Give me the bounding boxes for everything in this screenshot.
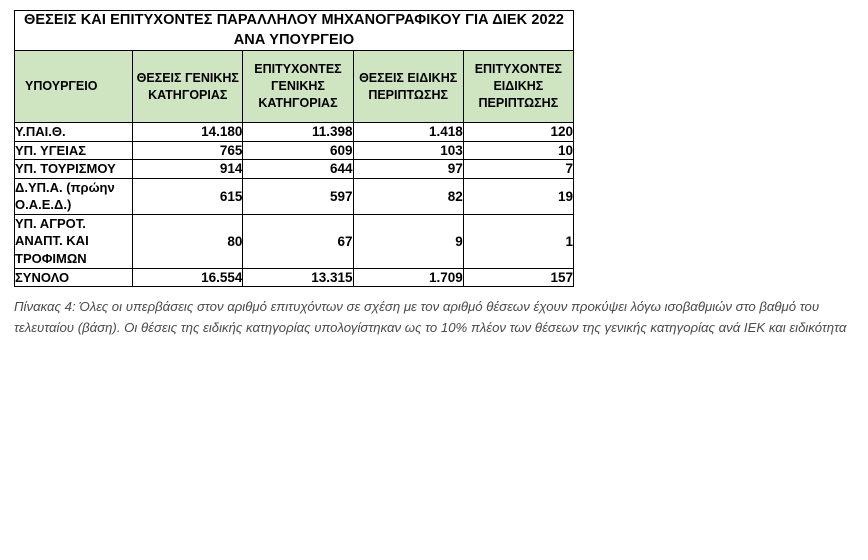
table-row [15, 160, 574, 179]
cell-general-positions: 16.554 [133, 268, 243, 287]
cell-general-admitted: 11.398 [243, 123, 353, 142]
column-header-general-admitted: ΕΠΙΤΥΧΟΝΤΕΣ ΓΕΝΙΚΗΣ ΚΑΤΗΓΟΡΙΑΣ [243, 51, 353, 123]
row-label: ΥΠ. ΥΓΕΙΑΣ [15, 141, 133, 160]
cell-special-positions: 9 [353, 214, 463, 268]
table-title-row [15, 11, 574, 51]
cell-special-admitted: 10 [463, 141, 573, 160]
cell-general-admitted: 609 [243, 141, 353, 160]
column-header-general-positions: ΘΕΣΕΙΣ ΓΕΝΙΚΗΣ ΚΑΤΗΓΟΡΙΑΣ [133, 51, 243, 123]
row-label: Δ.ΥΠ.Α. (πρώην Ο.Α.Ε.Δ.) [15, 178, 133, 214]
cell-special-positions: 82 [353, 178, 463, 214]
cell-special-positions: 1.418 [353, 123, 463, 142]
cell-general-admitted: 597 [243, 178, 353, 214]
cell-special-positions: 97 [353, 160, 463, 179]
cell-general-admitted: 13.315 [243, 268, 353, 287]
cell-general-positions: 80 [133, 214, 243, 268]
row-label: ΥΠ. ΤΟΥΡΙΣΜΟΥ [15, 160, 133, 179]
cell-general-positions: 914 [133, 160, 243, 179]
table-header-row [15, 51, 574, 123]
table-caption: Πίνακας 4: Όλες οι υπερβάσεις στον αριθμό επιτυχόντων σε σχέση με τον αριθμό θέσεων έχουν προκύψει λόγω ισοβαθμιών στο βαθμό του τελευταίου (βάση). Οι θέσεις της ειδικής κατηγορίας υπολογίστηκαν ως το 10% πλέον των θέσεων της γενικής κατηγορίας ανά ΙΕΚ και ειδικότητα [14, 299, 847, 335]
cell-special-positions: 103 [353, 141, 463, 160]
cell-special-admitted: 19 [463, 178, 573, 214]
table-total-row [15, 268, 574, 287]
cell-general-positions: 615 [133, 178, 243, 214]
row-label: Υ.ΠΑΙ.Θ. [15, 123, 133, 142]
row-label: ΣΥΝΟΛΟ [15, 268, 133, 287]
cell-special-admitted: 7 [463, 160, 573, 179]
row-label: ΥΠ. ΑΓΡΟΤ. ΑΝΑΠΤ. ΚΑΙ ΤΡΟΦΙΜΩΝ [15, 214, 133, 268]
cell-special-positions: 1.709 [353, 268, 463, 287]
table-row [15, 141, 574, 160]
stats-table [14, 10, 574, 287]
cell-special-admitted: 1 [463, 214, 573, 268]
table-row [15, 178, 574, 214]
cell-general-positions: 765 [133, 141, 243, 160]
cell-special-admitted: 120 [463, 123, 573, 142]
column-header-special-admitted: ΕΠΙΤΥΧΟΝΤΕΣ ΕΙΔΙΚΗΣ ΠΕΡΙΠΤΩΣΗΣ [463, 51, 573, 123]
table-title: ΘΕΣΕΙΣ ΚΑΙ ΕΠΙΤΥΧΟΝΤΕΣ ΠΑΡΑΛΛΗΛΟΥ ΜΗΧΑΝΟΓΡΑΦΙΚΟΥ ΓΙΑ ΔΙΕΚ 2022 ΑΝΑ ΥΠΟΥΡΓΕΙΟ [15, 11, 574, 51]
cell-general-positions: 14.180 [133, 123, 243, 142]
cell-general-admitted: 67 [243, 214, 353, 268]
table-row [15, 123, 574, 142]
cell-special-admitted: 157 [463, 268, 573, 287]
column-header-special-positions: ΘΕΣΕΙΣ ΕΙΔΙΚΗΣ ΠΕΡΙΠΤΩΣΗΣ [353, 51, 463, 123]
table-row [15, 214, 574, 268]
cell-general-admitted: 644 [243, 160, 353, 179]
column-header-ministry: ΥΠΟΥΡΓΕΙΟ [15, 51, 133, 123]
